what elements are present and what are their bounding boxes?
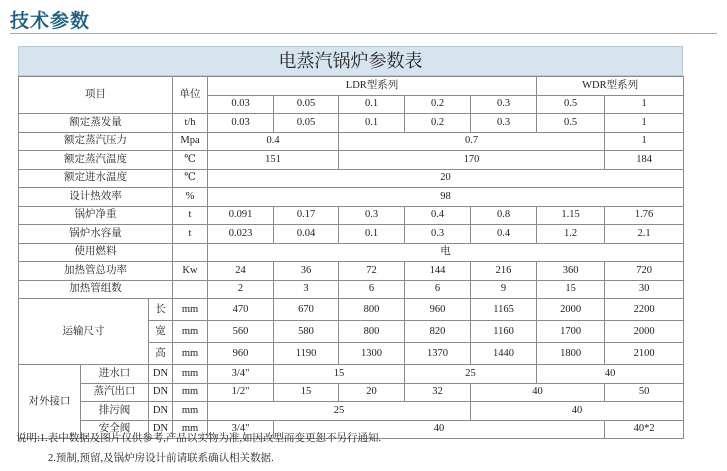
row-label: 加热管总功率 (19, 262, 173, 281)
sub-label: 进水口 (81, 365, 149, 384)
value-cell: 670 (274, 299, 339, 321)
sub-label: 安全阀 (81, 420, 149, 439)
value-cell: 72 (339, 262, 405, 281)
value-cell: 1300 (339, 343, 405, 365)
row-unit: mm (173, 365, 208, 384)
value-cell: 36 (274, 262, 339, 281)
value-cell: 3/4" (208, 365, 274, 384)
row-label-connections: 对外接口 (19, 365, 81, 439)
row-unit: ℃ (173, 169, 208, 188)
value-cell: 50 (605, 383, 684, 402)
header-row-series (19, 77, 684, 96)
header-series-wdr: WDR型系列 (537, 77, 684, 96)
row-unit: Kw (173, 262, 208, 281)
row-unit (173, 280, 208, 299)
value-cell: 0.4 (405, 206, 471, 225)
header-series-ldr: LDR型系列 (208, 77, 537, 96)
row-conn-steam-outlet (19, 383, 684, 402)
value-cell: 20 (208, 169, 684, 188)
value-cell: 1190 (274, 343, 339, 365)
value-cell: 40 (471, 402, 684, 421)
model-cell: 0.1 (339, 95, 405, 114)
row-heater-power (19, 262, 684, 281)
value-cell: 20 (339, 383, 405, 402)
value-cell: 0.8 (471, 206, 537, 225)
sub-label: 宽 (149, 321, 173, 343)
row-unit: mm (173, 299, 208, 321)
value-cell: 0.03 (208, 114, 274, 133)
value-cell: 1800 (537, 343, 605, 365)
value-cell: 1160 (471, 321, 537, 343)
note-line-2: 2.预制,预留,及锅炉房设计前请联系确认相关数据. (48, 453, 274, 464)
value-cell: 2000 (537, 299, 605, 321)
sub-label: 长 (149, 299, 173, 321)
value-cell: 2100 (605, 343, 684, 365)
value-cell: 0.3 (405, 225, 471, 244)
row-unit: mm (173, 321, 208, 343)
row-net-weight (19, 206, 684, 225)
row-label: 额定蒸汽压力 (19, 132, 173, 151)
value-cell: 2200 (605, 299, 684, 321)
value-cell: 1.2 (537, 225, 605, 244)
row-label: 锅炉水容量 (19, 225, 173, 244)
model-cell: 0.03 (208, 95, 274, 114)
value-cell: 0.1 (339, 114, 405, 133)
value-cell: 6 (339, 280, 405, 299)
value-cell: 40 (471, 383, 605, 402)
row-label: 额定蒸汽温度 (19, 151, 173, 170)
model-cell: 1 (605, 95, 684, 114)
row-unit: mm (173, 420, 208, 439)
value-cell: 0.4 (471, 225, 537, 244)
value-cell: 470 (208, 299, 274, 321)
value-cell: 800 (339, 321, 405, 343)
row-heater-groups (19, 280, 684, 299)
value-cell: 580 (274, 321, 339, 343)
value-cell: 960 (405, 299, 471, 321)
row-unit: t (173, 225, 208, 244)
value-cell: 1440 (471, 343, 537, 365)
value-cell: 0.04 (274, 225, 339, 244)
value-cell: 0.4 (208, 132, 339, 151)
row-label: 使用燃料 (19, 243, 173, 262)
row-fuel (19, 243, 684, 262)
value-cell: 40 (537, 365, 684, 384)
value-cell: 0.2 (405, 114, 471, 133)
value-cell: 1165 (471, 299, 537, 321)
model-cell: 0.5 (537, 95, 605, 114)
value-cell: 0.05 (274, 114, 339, 133)
row-evaporation (19, 114, 684, 133)
value-cell: 15 (274, 383, 339, 402)
header-unit: 单位 (173, 77, 208, 114)
row-conn-inlet (19, 365, 684, 384)
value-cell: 0.3 (471, 114, 537, 133)
value-cell: 25 (405, 365, 537, 384)
value-cell: 0.17 (274, 206, 339, 225)
value-cell: 9 (471, 280, 537, 299)
model-cell: 0.2 (405, 95, 471, 114)
value-cell: 2000 (605, 321, 684, 343)
row-efficiency (19, 188, 684, 207)
value-cell: 0.7 (339, 132, 605, 151)
value-cell: 1370 (405, 343, 471, 365)
value-cell: 1/2" (208, 383, 274, 402)
row-label: 加热管组数 (19, 280, 173, 299)
value-cell: 32 (405, 383, 471, 402)
value-cell: 15 (537, 280, 605, 299)
value-cell: 1.15 (537, 206, 605, 225)
value-cell: 2 (208, 280, 274, 299)
value-cell: 15 (274, 365, 405, 384)
value-cell: 2.1 (605, 225, 684, 244)
page-heading: 技术参数 (10, 11, 91, 32)
row-unit: DN (149, 365, 173, 384)
row-unit: t (173, 206, 208, 225)
value-cell: 1 (605, 114, 684, 133)
value-cell: 40 (274, 420, 605, 439)
value-cell: 0.023 (208, 225, 274, 244)
note-line-1: 说明:1.表中数据及图片仅供参考,产品以实物为准,如因改型而变更恕不另行通知. (16, 433, 382, 444)
row-unit: ℃ (173, 151, 208, 170)
value-cell: 3 (274, 280, 339, 299)
value-cell: 0.091 (208, 206, 274, 225)
value-cell: 30 (605, 280, 684, 299)
row-unit (173, 243, 208, 262)
row-unit: mm (173, 343, 208, 365)
value-cell: 820 (405, 321, 471, 343)
value-cell: 98 (208, 188, 684, 207)
value-cell: 720 (605, 262, 684, 281)
sub-label: 蒸汽出口 (81, 383, 149, 402)
row-unit: Mpa (173, 132, 208, 151)
row-label: 额定进水温度 (19, 169, 173, 188)
row-label: 锅炉净重 (19, 206, 173, 225)
row-conn-blowdown (19, 402, 684, 421)
row-inlet-temp (19, 169, 684, 188)
row-unit: mm (173, 402, 208, 421)
row-label: 额定蒸发量 (19, 114, 173, 133)
row-label-transport: 运输尺寸 (19, 299, 149, 365)
value-cell: 6 (405, 280, 471, 299)
sub-label: 排污阀 (81, 402, 149, 421)
table-title: 电蒸汽锅炉参数表 (18, 46, 683, 76)
row-water-volume (19, 225, 684, 244)
row-unit: t/h (173, 114, 208, 133)
value-cell: 0.1 (339, 225, 405, 244)
value-cell: 1700 (537, 321, 605, 343)
sub-label: 高 (149, 343, 173, 365)
value-cell: 0.3 (339, 206, 405, 225)
model-cell: 0.05 (274, 95, 339, 114)
model-cell: 0.3 (471, 95, 537, 114)
row-transport-length (19, 299, 684, 321)
value-cell: 184 (605, 151, 684, 170)
value-cell: 216 (471, 262, 537, 281)
parameter-table (18, 76, 684, 439)
value-cell: 560 (208, 321, 274, 343)
value-cell: 170 (339, 151, 605, 170)
value-cell: 360 (537, 262, 605, 281)
value-cell: 25 (208, 402, 471, 421)
row-unit: mm (173, 383, 208, 402)
row-pressure (19, 132, 684, 151)
heading-divider (10, 33, 717, 34)
value-cell: 24 (208, 262, 274, 281)
header-item: 项目 (19, 77, 173, 114)
value-cell: 0.5 (537, 114, 605, 133)
row-unit: DN (149, 402, 173, 421)
row-temperature (19, 151, 684, 170)
value-cell: 3/4" (208, 420, 274, 439)
row-unit: % (173, 188, 208, 207)
value-cell: 电 (208, 243, 684, 262)
value-cell: 144 (405, 262, 471, 281)
row-unit: DN (149, 420, 173, 439)
value-cell: 800 (339, 299, 405, 321)
value-cell: 1.76 (605, 206, 684, 225)
value-cell: 960 (208, 343, 274, 365)
row-label: 设计热效率 (19, 188, 173, 207)
value-cell: 1 (605, 132, 684, 151)
row-unit: DN (149, 383, 173, 402)
value-cell: 151 (208, 151, 339, 170)
value-cell: 40*2 (605, 420, 684, 439)
